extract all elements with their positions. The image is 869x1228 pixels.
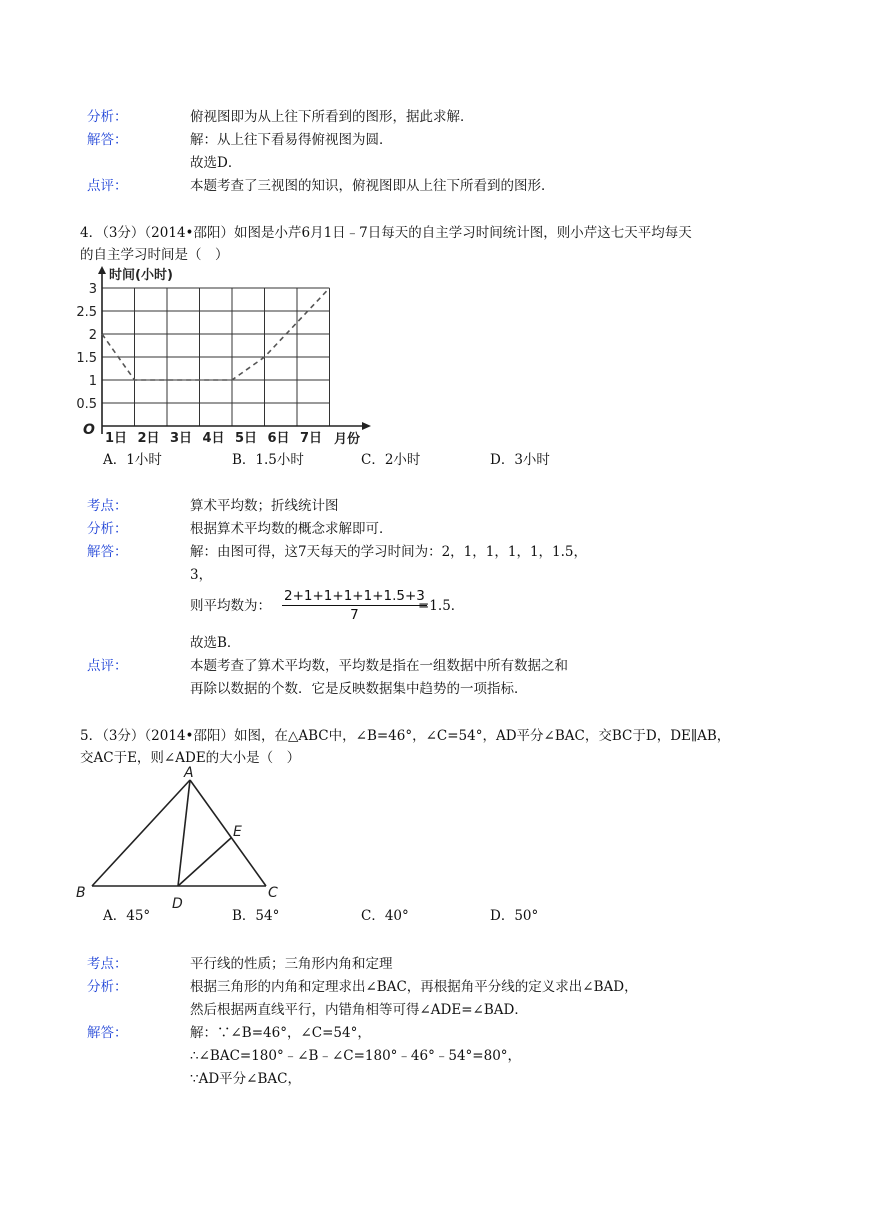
q4-fraction-numerator: 2+1+1+1+1+1.5+3 [284,588,425,604]
q4-option-d: D．3小时 [490,452,550,468]
q4-solution-line1: 解：由图可得，这7天每天的学习时间为：2，1，1，1，1，1.5， [190,544,588,560]
q4-solution-label: 解答： [87,544,128,560]
q4-comment-line1: 本题考查了算术平均数，平均数是指在一组数据中所有数据之和 [190,658,568,674]
q5-solution-line2: ∴∠BAC=180°﹣∠B﹣∠C=180°﹣46°﹣54°=80°， [190,1048,522,1064]
chart-axes [98,266,371,434]
y-axis-arrow-icon [98,266,106,274]
q4-solution-line3-suffix: =1.5． [418,598,465,614]
q5-solution-line1: 解：∵∠B=46°，∠C=54°， [190,1025,371,1041]
q5-option-d: D．50° [490,908,539,924]
point-c-label: C [268,885,278,901]
q3-analysis-text: 俯视图即为从上往下所看到的图形，据此求解． [190,109,474,125]
x-axis-label: 月份 [334,432,361,447]
q5-analysis-label: 分析： [87,979,128,995]
q4-solution-line4: 故选B． [190,635,241,651]
q5-point-text: 平行线的性质；三角形内角和定理 [190,956,393,972]
q5-option-a: A．45° [103,908,151,924]
point-a-label: A [184,765,194,781]
x-tick-label: 5日 [235,431,258,446]
q5-stem-line2: 交AC于E，则∠ADE的大小是（ ） [80,750,301,766]
study-time-line-chart [76,264,376,450]
q4-analysis-label: 分析： [87,521,128,537]
q4-stem-line1: 4．（3分）（2014•邵阳）如图是小芹6月1日﹣7日每天的自主学习时间统计图，则小芹这七天平均每天 [80,225,692,241]
y-tick-label: 2.5 [76,305,97,320]
q4-point-text: 算术平均数；折线统计图 [190,498,339,514]
q3-analysis-label: 分析： [87,109,128,125]
q3-solution-line2: 故选D． [190,155,242,171]
segment-ab [92,780,190,886]
q4-option-b: B．1.5小时 [232,452,304,468]
y-tick-labels [76,282,97,412]
q3-comment-text: 本题考查了三视图的知识，俯视图即从上往下所看到的图形． [190,178,555,194]
q3-solution-label: 解答： [87,132,128,148]
q5-solution-label: 解答： [87,1025,128,1041]
q4-solution-line3-prefix: 则平均数为： [190,598,271,614]
x-tick-label: 1日 [105,431,128,446]
point-b-label: B [76,885,86,901]
point-d-label: D [172,896,183,912]
segment-ad [178,780,190,886]
segment-ac [190,780,266,886]
origin-label: O [83,422,95,438]
segment-de [178,838,231,886]
x-tick-label: 3日 [170,431,193,446]
chart-grid [102,288,330,426]
q4-comment-label: 点评： [87,658,128,674]
x-tick-label: 7日 [300,431,323,446]
point-e-label: E [233,824,242,840]
q4-average-fraction [282,587,427,624]
y-tick-label: 1.5 [76,351,97,366]
x-tick-label: 2日 [137,431,160,446]
q5-stem-line1: 5．（3分）（2014•邵阳）如图，在△ABC中，∠B=46°，∠C=54°，AD平分∠BAC，交BC于D，DE∥AB， [80,728,731,744]
q5-solution-line3: ∵AD平分∠BAC， [190,1071,301,1087]
q3-solution-line1: 解：从上往下看易得俯视图为圆． [190,132,393,148]
q4-option-c: C．2小时 [361,452,421,468]
y-tick-label: 0.5 [76,397,97,412]
q5-option-c: C．40° [361,908,409,924]
x-axis-arrow-icon [362,422,371,430]
x-tick-labels [105,431,322,446]
q4-fraction-denominator: 7 [350,607,359,623]
x-tick-label: 6日 [267,431,290,446]
q4-analysis-text: 根据算术平均数的概念求解即可． [190,521,393,537]
q5-analysis-line1: 根据三角形的内角和定理求出∠BAC，再根据角平分线的定义求出∠BAD， [190,979,638,995]
y-tick-label: 3 [88,282,97,297]
y-tick-label: 2 [88,328,97,343]
q4-solution-line2: 3， [190,567,213,583]
q5-analysis-line2: 然后根据两直线平行，内错角相等可得∠ADE=∠BAD． [190,1002,528,1018]
triangle-figure [72,764,292,912]
q3-comment-label: 点评： [87,178,128,194]
y-tick-label: 1 [88,374,97,389]
y-axis-label: 时间(小时) [109,268,173,283]
q4-option-a: A．1小时 [103,452,162,468]
x-tick-label: 4日 [202,431,225,446]
q5-point-label: 考点： [87,956,128,972]
q4-comment-line2: 再除以数据的个数．它是反映数据集中趋势的一项指标． [190,681,528,697]
q5-option-b: B．54° [232,908,280,924]
q4-point-label: 考点： [87,498,128,514]
q4-stem-line2: 的自主学习时间是（ ） [80,247,229,263]
